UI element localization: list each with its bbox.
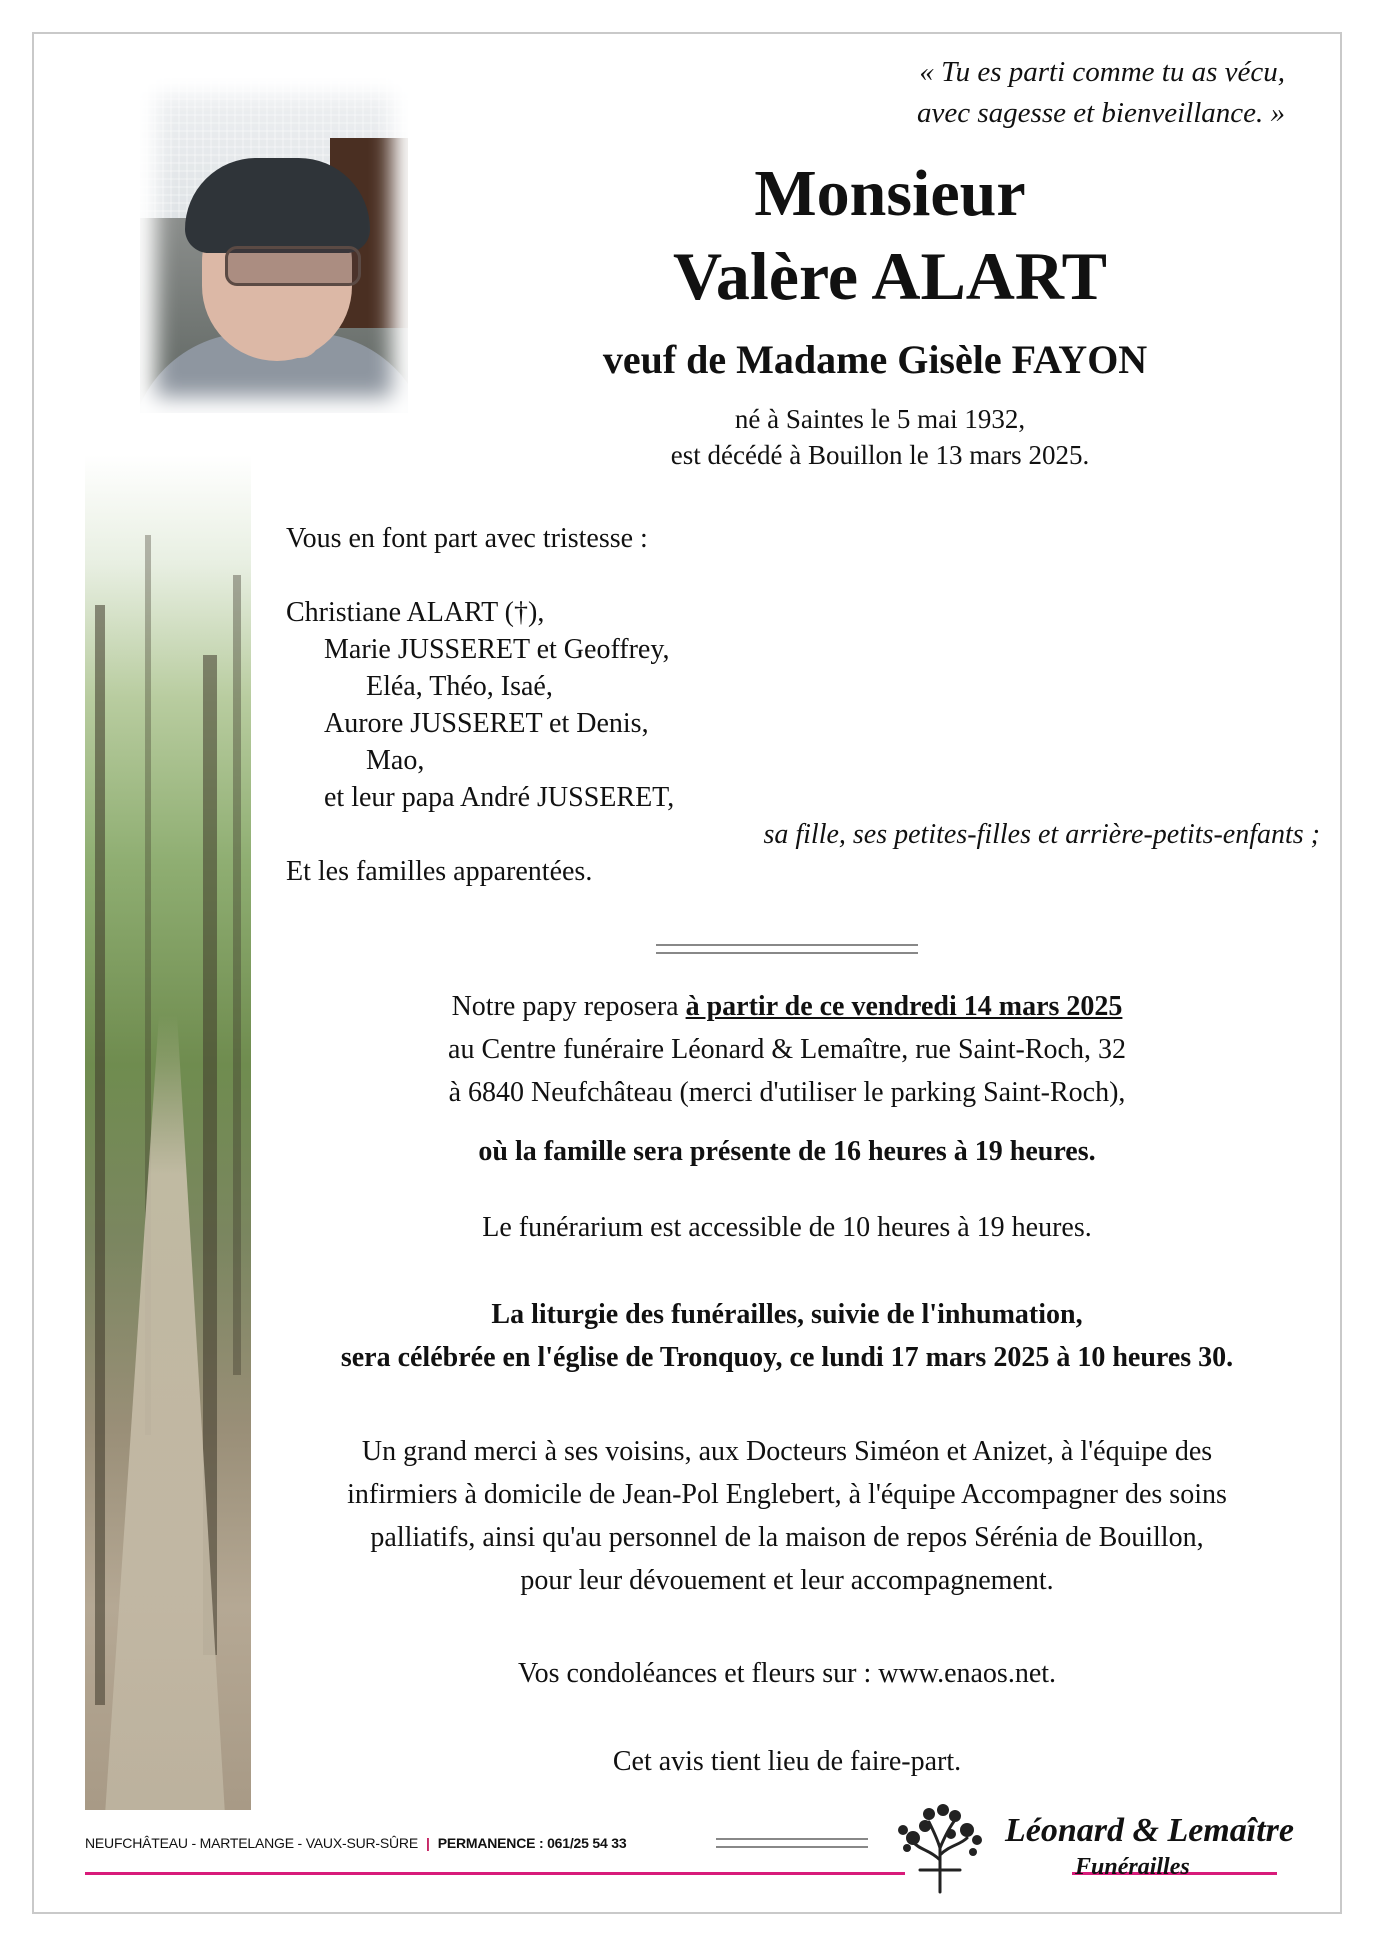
footer-locations: NEUFCHÂTEAU - MARTELANGE - VAUX-SUR-SÛRE xyxy=(85,1835,418,1851)
portrait-photo xyxy=(140,78,408,413)
family-member: Aurore JUSSERET et Denis, xyxy=(324,708,649,739)
visitation-prefix: Notre papy reposera xyxy=(451,991,686,1022)
quote-line-1: « Tu es parti comme tu as vécu, xyxy=(919,56,1285,88)
footer-separator: | xyxy=(425,1835,430,1851)
visitation-date: à partir de ce vendredi 14 mars 2025 xyxy=(685,991,1123,1022)
honorific: Monsieur xyxy=(754,157,1026,230)
thanks-line: infirmiers à domicile de Jean-Pol Englebert, à l'équipe Accompagner des soins xyxy=(347,1479,1227,1510)
deceased-name: Valère ALART xyxy=(673,238,1107,314)
thanks-line: palliatifs, ainsi qu'au personnel de la maison de repos Sérénia de Bouillon, xyxy=(370,1522,1204,1553)
footer-grey-line-2 xyxy=(716,1846,868,1848)
death-line: est décédé à Bouillon le 13 mars 2025. xyxy=(670,440,1090,470)
funerarium-access: Le funérarium est accessible de 10 heures à 19 heures. xyxy=(482,1212,1092,1243)
visitation-line-1 xyxy=(262,985,1312,1028)
tree-logo-icon xyxy=(885,1800,995,1895)
footer-contact xyxy=(85,1835,626,1851)
thanks-line: Un grand merci à ses voisins, aux Docteurs Siméon et Anizet, à l'équipe des xyxy=(361,1436,1213,1467)
family-member: Eléa, Théo, Isaé, xyxy=(366,671,553,702)
visitation-info xyxy=(262,985,1312,1114)
ceremony-info xyxy=(262,1293,1312,1379)
condolences-link[interactable]: Vos condoléances et fleurs sur : www.enaos.net. xyxy=(517,1658,1057,1689)
family-list xyxy=(286,520,674,890)
footer-accent-line xyxy=(85,1872,905,1875)
family-member: Christiane ALART (†), xyxy=(286,597,545,628)
family-member: Mao, xyxy=(366,745,425,776)
thanks-paragraph xyxy=(262,1430,1312,1602)
family-member: et leur papa André JUSSERET, xyxy=(324,782,675,813)
birth-line: né à Saintes le 5 mai 1932, xyxy=(734,404,1026,434)
visitation-line-3: à 6840 Neufchâteau (merci d'utiliser le parking Saint-Roch), xyxy=(448,1077,1126,1108)
forest-path-image xyxy=(85,455,251,1810)
family-member: Marie JUSSERET et Geoffrey, xyxy=(324,634,670,665)
ceremony-line-2: sera célébrée en l'église de Tronquoy, ce lundi 17 mars 2025 à 10 heures 30. xyxy=(340,1342,1234,1373)
quote-line-2: avec sagesse et bienveillance. » xyxy=(917,97,1285,129)
ceremony-line-1: La liturgie des funérailles, suivie de l'inhumation, xyxy=(491,1299,1083,1330)
company-name: Léonard & Lemaître xyxy=(1005,1812,1294,1849)
widow-of: veuf de Madame Gisèle FAYON xyxy=(602,337,1148,382)
birth-death-info xyxy=(560,401,1200,473)
family-relation: sa fille, ses petites-filles et arrière-petits-enfants ; xyxy=(763,819,1320,850)
company-subtitle: Funérailles xyxy=(1075,1854,1190,1880)
epitaph-quote xyxy=(585,52,1285,134)
notice-text: Cet avis tient lieu de faire-part. xyxy=(612,1746,962,1777)
visitation-line-2: au Centre funéraire Léonard & Lemaître, rue Saint-Roch, 32 xyxy=(448,1034,1126,1065)
section-divider xyxy=(656,944,918,954)
family-present: où la famille sera présente de 16 heures à 19 heures. xyxy=(478,1136,1096,1167)
related-families: Et les familles apparentées. xyxy=(286,856,593,887)
footer-permanence: PERMANENCE : 061/25 54 33 xyxy=(437,1835,627,1851)
photo-vignette xyxy=(140,78,408,413)
thanks-line: pour leur dévouement et leur accompagnement. xyxy=(520,1565,1054,1596)
footer-grey-line xyxy=(716,1838,868,1840)
family-intro: Vous en font part avec tristesse : xyxy=(286,523,648,554)
